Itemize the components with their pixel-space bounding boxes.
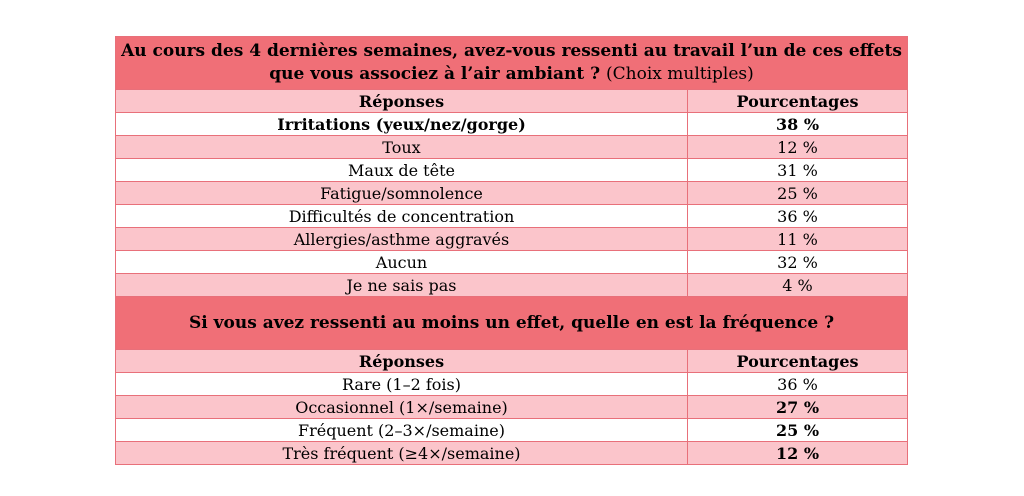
response-label: Allergies/asthme aggravés bbox=[116, 228, 688, 251]
response-label: Rare (1–2 fois) bbox=[116, 373, 688, 396]
table-row bbox=[116, 113, 908, 136]
column-header-percent: Pourcentages bbox=[688, 350, 908, 373]
response-label: Occasionnel (1×/semaine) bbox=[116, 396, 688, 419]
response-value: 36 % bbox=[688, 373, 908, 396]
table-row bbox=[116, 228, 908, 251]
response-value: 25 % bbox=[688, 419, 908, 442]
table-row bbox=[116, 251, 908, 274]
response-value: 25 % bbox=[688, 182, 908, 205]
table-row bbox=[116, 136, 908, 159]
column-header-percent: Pourcentages bbox=[688, 90, 908, 113]
response-label: Difficultés de concentration bbox=[116, 205, 688, 228]
table-row bbox=[116, 373, 908, 396]
question-1-text: Au cours des 4 dernières semaines, avez-vous ressenti au travail l’un de ces effets que vous associez à l’air ambiant ? bbox=[121, 41, 902, 84]
response-label: Je ne sais pas bbox=[116, 274, 688, 297]
question-row-2 bbox=[116, 297, 908, 350]
response-label: Toux bbox=[116, 136, 688, 159]
table-row bbox=[116, 442, 908, 465]
question-1-cell bbox=[116, 37, 908, 90]
table-row bbox=[116, 396, 908, 419]
survey-table bbox=[115, 36, 908, 465]
header-row-2 bbox=[116, 350, 908, 373]
table-row bbox=[116, 419, 908, 442]
question-2-text: Si vous avez ressenti au moins un effet, quelle en est la fréquence ? bbox=[116, 297, 908, 350]
response-value: 12 % bbox=[688, 442, 908, 465]
response-value: 11 % bbox=[688, 228, 908, 251]
table-row bbox=[116, 205, 908, 228]
response-value: 38 % bbox=[688, 113, 908, 136]
response-label: Irritations (yeux/nez/gorge) bbox=[116, 113, 688, 136]
table-row bbox=[116, 159, 908, 182]
column-header-responses: Réponses bbox=[116, 90, 688, 113]
table-row bbox=[116, 274, 908, 297]
question-row-1 bbox=[116, 37, 908, 90]
response-value: 4 % bbox=[688, 274, 908, 297]
question-1-note: (Choix multiples) bbox=[606, 64, 754, 84]
response-label: Très fréquent (≥4×/semaine) bbox=[116, 442, 688, 465]
response-label: Fatigue/somnolence bbox=[116, 182, 688, 205]
table-row bbox=[116, 182, 908, 205]
response-value: 31 % bbox=[688, 159, 908, 182]
response-value: 12 % bbox=[688, 136, 908, 159]
header-row-1 bbox=[116, 90, 908, 113]
response-label: Aucun bbox=[116, 251, 688, 274]
response-label: Maux de tête bbox=[116, 159, 688, 182]
response-label: Fréquent (2–3×/semaine) bbox=[116, 419, 688, 442]
response-value: 32 % bbox=[688, 251, 908, 274]
response-value: 27 % bbox=[688, 396, 908, 419]
response-value: 36 % bbox=[688, 205, 908, 228]
column-header-responses: Réponses bbox=[116, 350, 688, 373]
